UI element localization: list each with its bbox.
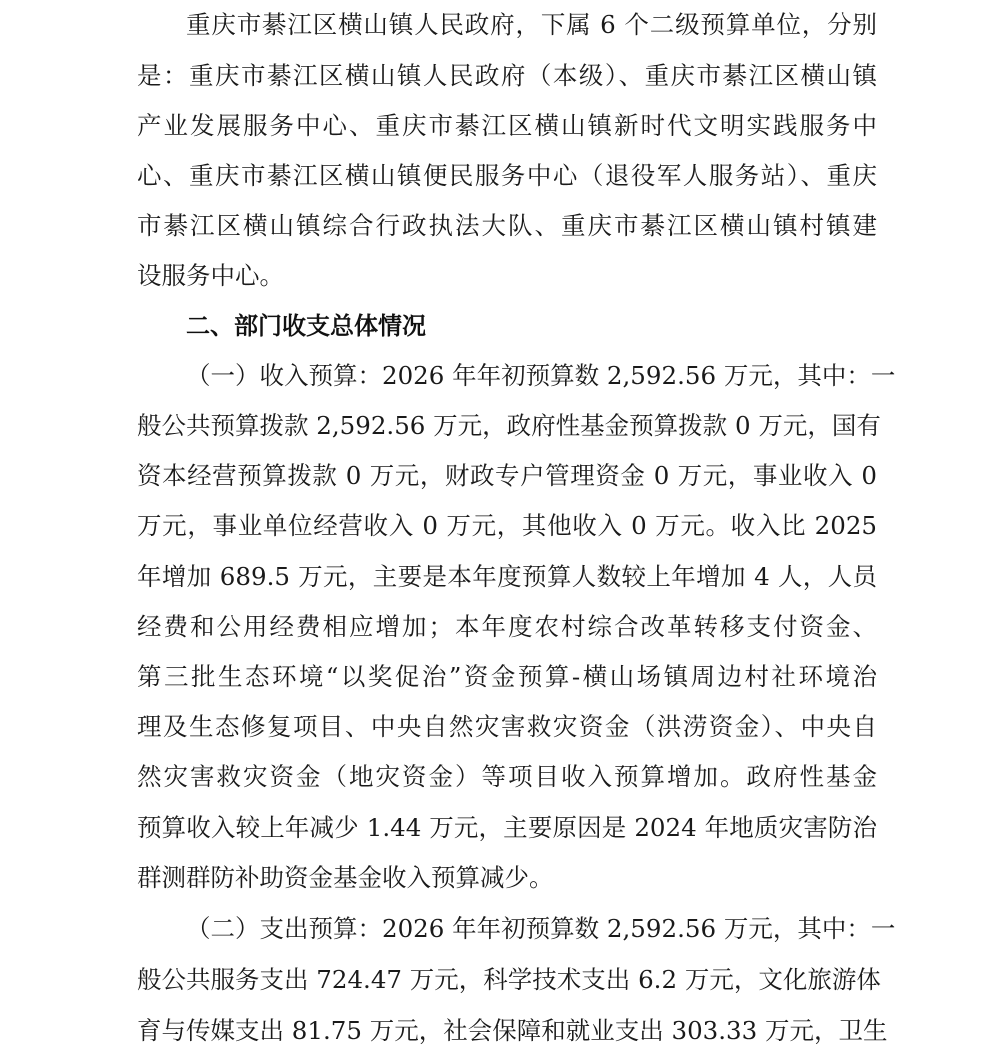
text-line: （二）支出预算：2026 年年初预算数 2,592.56 万元，其中：一 <box>186 914 896 943</box>
text-line: 经费和公用经费相应增加；本年度农村综合改革转移支付资金、 <box>137 612 877 641</box>
text-line: 群测群防补助资金基金收入预算减少。 <box>137 863 554 892</box>
text-line: 理及生态修复项目、中央自然灾害救灾资金（洪涝资金）、中央自 <box>137 712 877 741</box>
text-line: （一）收入预算：2026 年年初预算数 2,592.56 万元，其中：一 <box>186 361 896 390</box>
text-line: 般公共预算拨款 2,592.56 万元，政府性基金预算拨款 0 万元，国有 <box>137 411 881 440</box>
text-line: 年增加 689.5 万元，主要是本年度预算人数较上年增加 4 人，人员 <box>137 562 877 591</box>
text-line: 育与传媒支出 81.75 万元，社会保障和就业支出 303.33 万元，卫生 <box>137 1016 888 1045</box>
text-line: 心、重庆市綦江区横山镇便民服务中心（退役军人服务站）、重庆 <box>137 161 877 190</box>
text-line: 是：重庆市綦江区横山镇人民政府（本级）、重庆市綦江区横山镇 <box>137 61 877 90</box>
text-line: 第三批生态环境“以奖促治”资金预算-横山场镇周边村社环境治 <box>137 662 877 691</box>
text-line: 然灾害救灾资金（地灾资金）等项目收入预算增加。政府性基金 <box>137 762 877 791</box>
text-line: 设服务中心。 <box>137 261 284 290</box>
text-line: 重庆市綦江区横山镇人民政府，下属 6 个二级预算单位，分别 <box>186 10 877 39</box>
text-line: 般公共服务支出 724.47 万元，科学技术支出 6.2 万元，文化旅游体 <box>137 965 881 994</box>
text-line: 市綦江区横山镇综合行政执法大队、重庆市綦江区横山镇村镇建 <box>137 211 877 240</box>
section-heading: 二、部门收支总体情况 <box>186 312 426 340</box>
text-line: 万元，事业单位经营收入 0 万元，其他收入 0 万元。收入比 2025 <box>137 511 877 540</box>
text-line: 资本经营预算拨款 0 万元，财政专户管理资金 0 万元，事业收入 0 <box>137 461 877 490</box>
text-line: 预算收入较上年减少 1.44 万元，主要原因是 2024 年地质灾害防治 <box>137 813 877 842</box>
text-line: 产业发展服务中心、重庆市綦江区横山镇新时代文明实践服务中 <box>137 111 877 140</box>
